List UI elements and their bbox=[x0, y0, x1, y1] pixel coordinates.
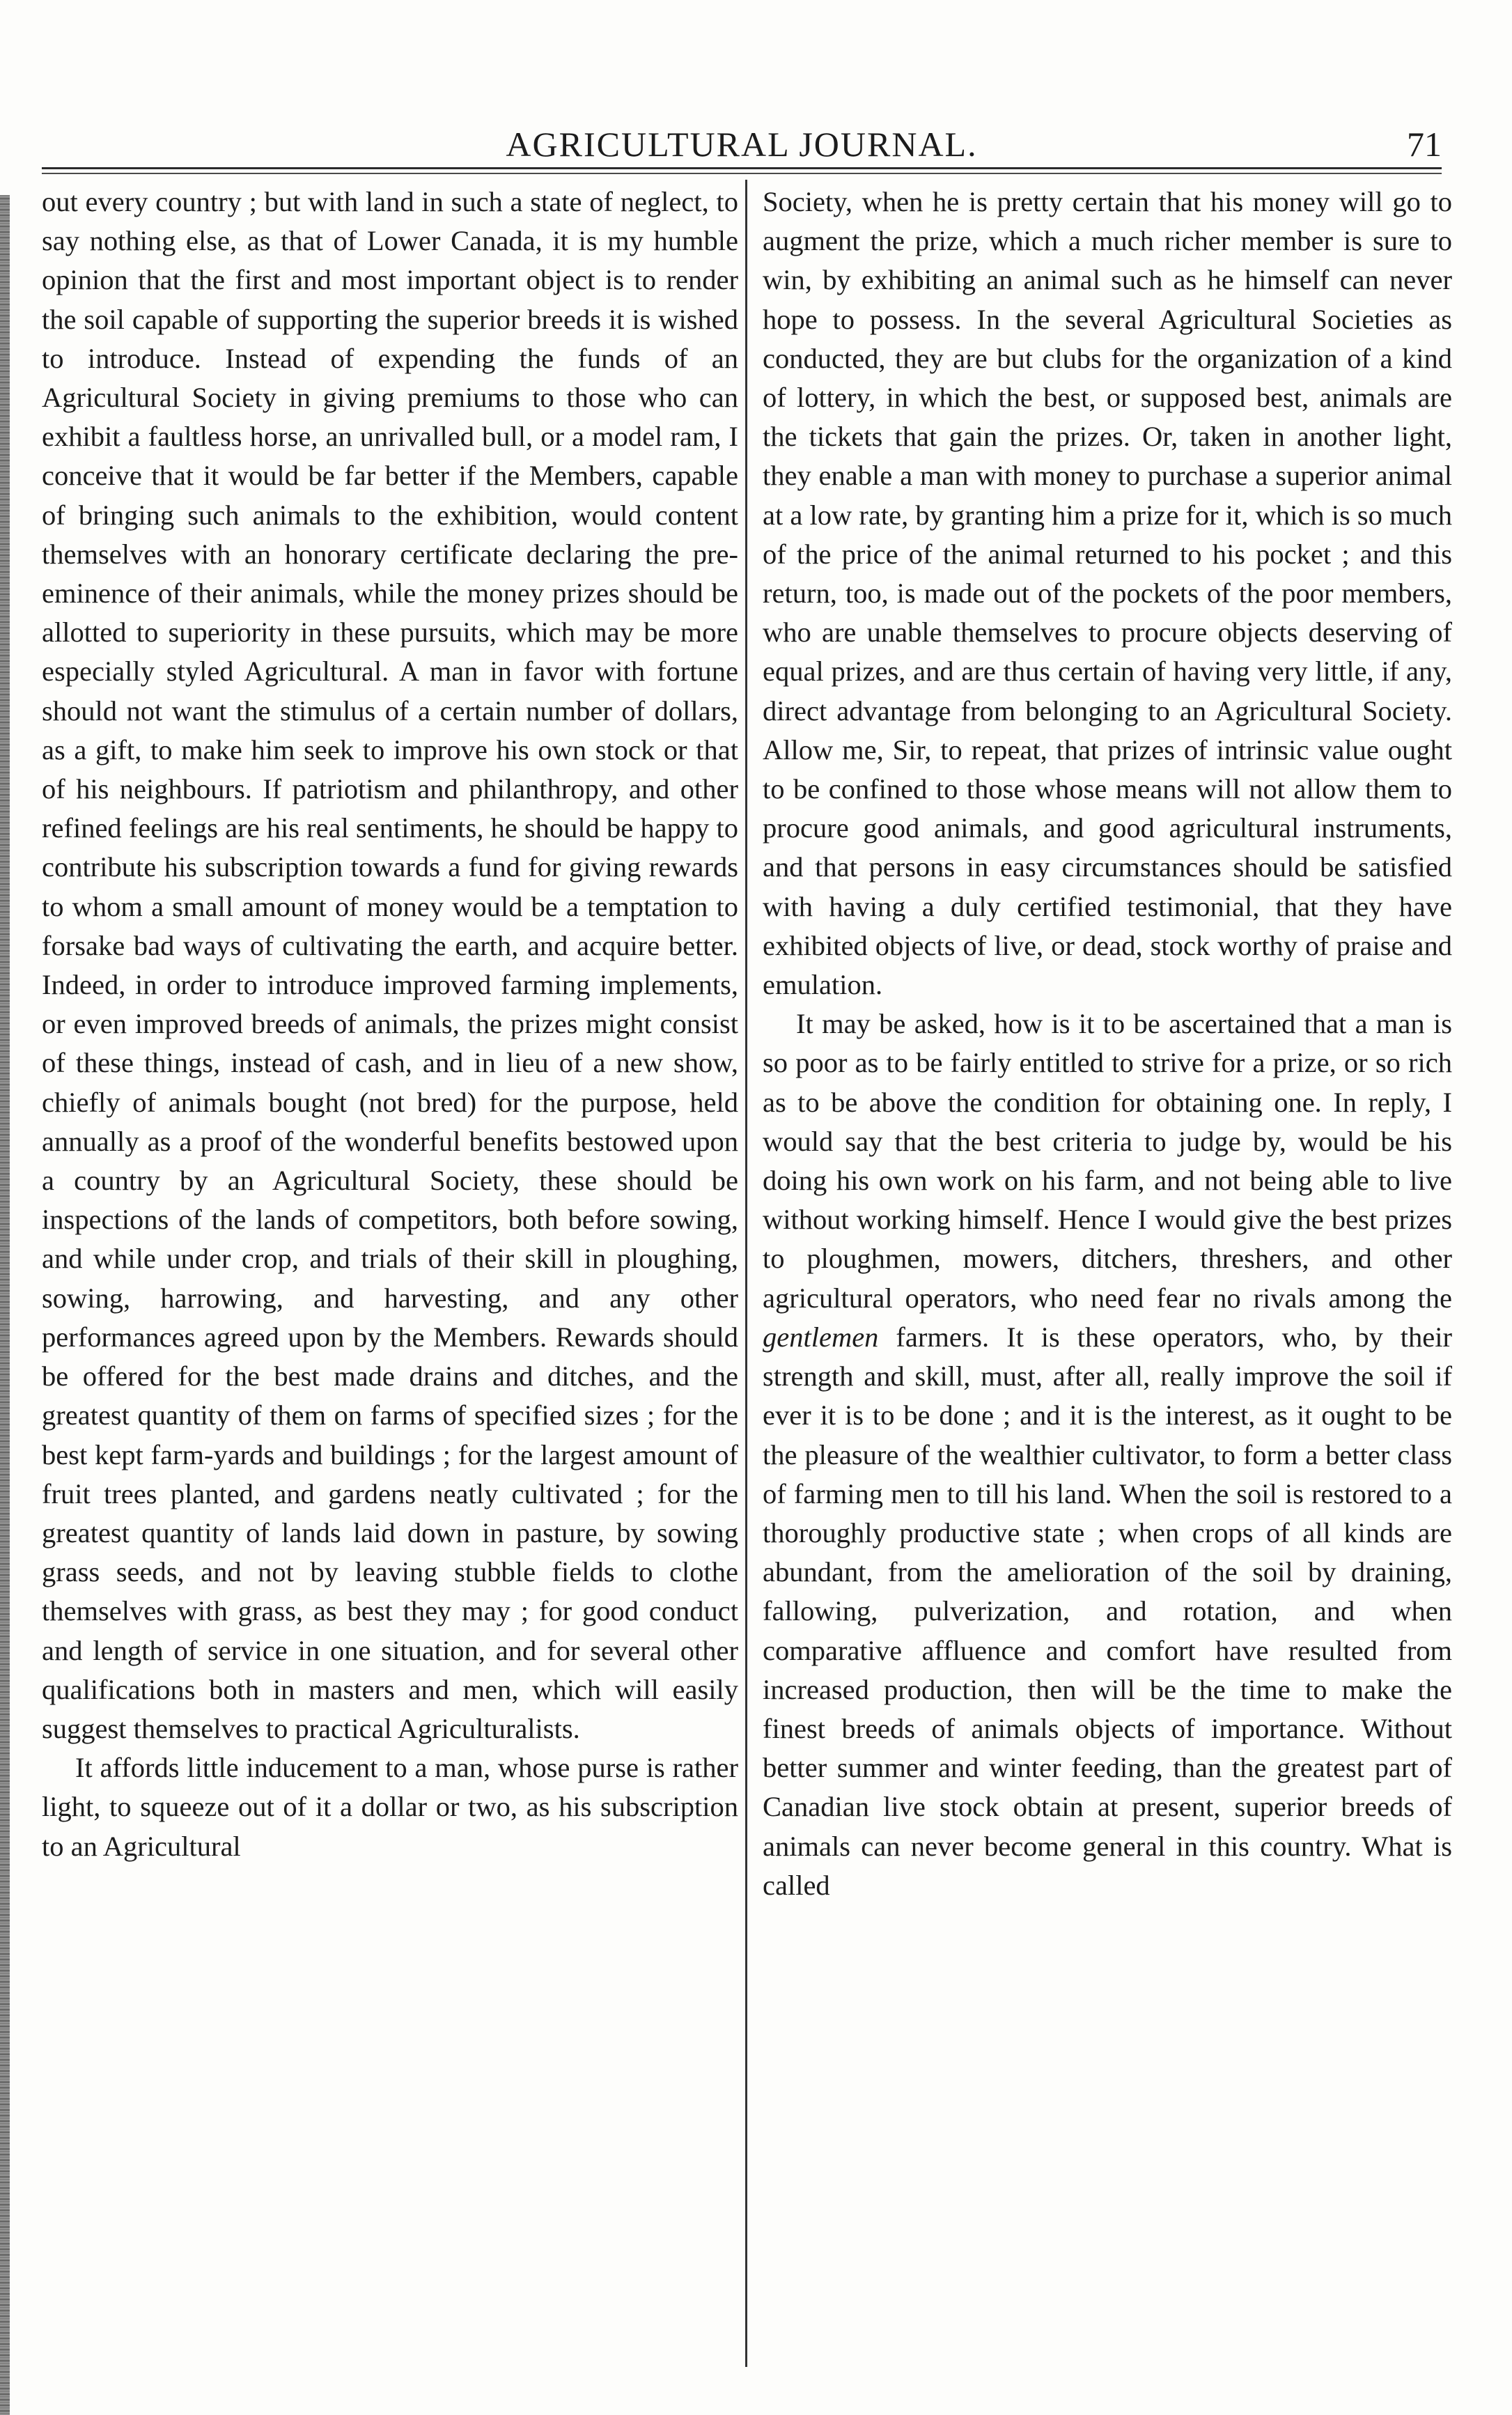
column-divider bbox=[745, 180, 747, 2367]
page-binding-edge bbox=[0, 195, 10, 2415]
running-title: AGRICULTURAL JOURNAL. bbox=[506, 125, 978, 164]
header-rule-secondary bbox=[42, 173, 1442, 174]
left-paragraph-2: It affords little inducement to a man, whose purse is rather light, to squeeze out of it a dollar or two, as his subscription to an Agricultural bbox=[42, 1752, 738, 1862]
left-column bbox=[42, 183, 738, 1866]
left-paragraph-1: out every country ; but with land in such a state of neglect, to say nothing else, as that of Lower Canada, it is my humble opinion that the first and most important object is to render the soil capable of supporting the superior breeds it is wished to introduce. Instead of expending the funds of an Agricultural Society in giving premiums to those who can exhibit a faultless horse, an unrivalled bull, or a model ram, I conceive that it would be far better if the Members, capable of bringing such animals to the exhibition, would content themselves with an honorary certificate declaring the pre-eminence of their animals, while the money prizes should be allotted to superiority in these pursuits, which may be more especially styled Agricultural. A man in favor with fortune should not want the stimulus of a certain number of dollars, as a gift, to make him seek to improve his own stock or that of his neighbours. If patriotism and philanthropy, and other refined feelings are his real sentiments, he should be happy to contribute his subscription towards a fund for giving rewards to whom a small amount of money would be a temptation to forsake bad ways of cultivating the earth, and acquire better. Indeed, in order to introduce improved farming implements, or even improved breeds of animals, the prizes might consist of these things, instead of cash, and in lieu of a new show, chiefly of animals bought (not bred) for the purpose, held annually as a proof of the wonderful benefits bestowed upon a country by an Agricultural Society, these should be inspections of the lands of competitors, both before sowing, and while under crop, and trials of their skill in ploughing, sowing, harrowing, and harvesting, and any other performances agreed upon by the Members. Rewards should be offered for the best made drains and ditches, and the greatest quantity of them on farms of specified sizes ; for the best kept farm-yards and buildings ; for the largest amount of fruit trees planted, and gardens neatly cultivated ; for the greatest quantity of lands laid down in pasture, by sowing grass seeds, and not by leaving stubble fields to clothe themselves with grass, as best they may ; for good conduct and length of service in one situation, and for several other qualifications both in masters and men, which will easily suggest themselves to practical Agriculturalists. bbox=[42, 186, 738, 1744]
right-paragraph-1: Society, when he is pretty certain that his money will go to augment the prize, which a much richer member is sure to win, by exhibiting an animal such as he himself can never hope to possess. In the several Agricultural Societies as conducted, they are but clubs for the organization of a kind of lottery, in which the best, or supposed best, animals are the tickets that gain the prizes. Or, taken in another light, they enable a man with money to purchase a superior animal at a low rate, by granting him a prize for it, which is so much of the price of the animal returned to his pocket ; and this return, too, is made out of the pockets of the poor members, who are unable themselves to procure objects deserving of equal prizes, and are thus certain of having very little, if any, direct advantage from belonging to an Agricultural Society. Allow me, Sir, to repeat, that prizes of intrinsic value ought to be confined to those whose means will not allow them to procure good animals, and good agricultural instruments, and that persons in easy circumstances should be satisfied with having a duly certified testimonial, that they have exhibited objects of live, or dead, stock worthy of praise and emulation. bbox=[763, 186, 1452, 1001]
page-header bbox=[42, 118, 1442, 174]
right-paragraph-2 bbox=[763, 1004, 1452, 1905]
right-column bbox=[763, 183, 1452, 1905]
right-paragraph-2-part-1: It may be asked, how is it to be ascertained that a man is so poor as to be fairly entitled to strive for a prize, or so rich as to be above the condition for obtaining one. In reply, I would say that the best criteria to judge by, would be his doing his own work on his farm, and not being able to live without working himself. Hence I would give the best prizes to ploughmen, mowers, ditchers, threshers, and other agricultural operators, who need fear no rivals among the bbox=[763, 1008, 1452, 1314]
right-paragraph-2-part-2: farmers. It is these operators, who, by their strength and skill, must, after all, really improve the soil if ever it is to be done ; and it is the interest, as it ought to be the pleasure of the wealthier cultivator, to form a better class of farming men to till his land. When the soil is restored to a thoroughly productive state ; when crops of all kinds are abundant, from the amelioration of the soil by draining, fallowing, pulverization, and rotation, and when comparative affluence and comfort have resulted from increased production, then will be the time to make the finest breeds of animals objects of importance. Without better summer and winter feeding, than the greatest part of Canadian live stock obtain at present, superior breeds of animals can never become general in this country. What is called bbox=[763, 1321, 1453, 1901]
emphasis-gentlemen: gentlemen bbox=[763, 1321, 879, 1353]
header-rule bbox=[42, 167, 1442, 169]
page-number: 71 bbox=[1407, 125, 1442, 164]
